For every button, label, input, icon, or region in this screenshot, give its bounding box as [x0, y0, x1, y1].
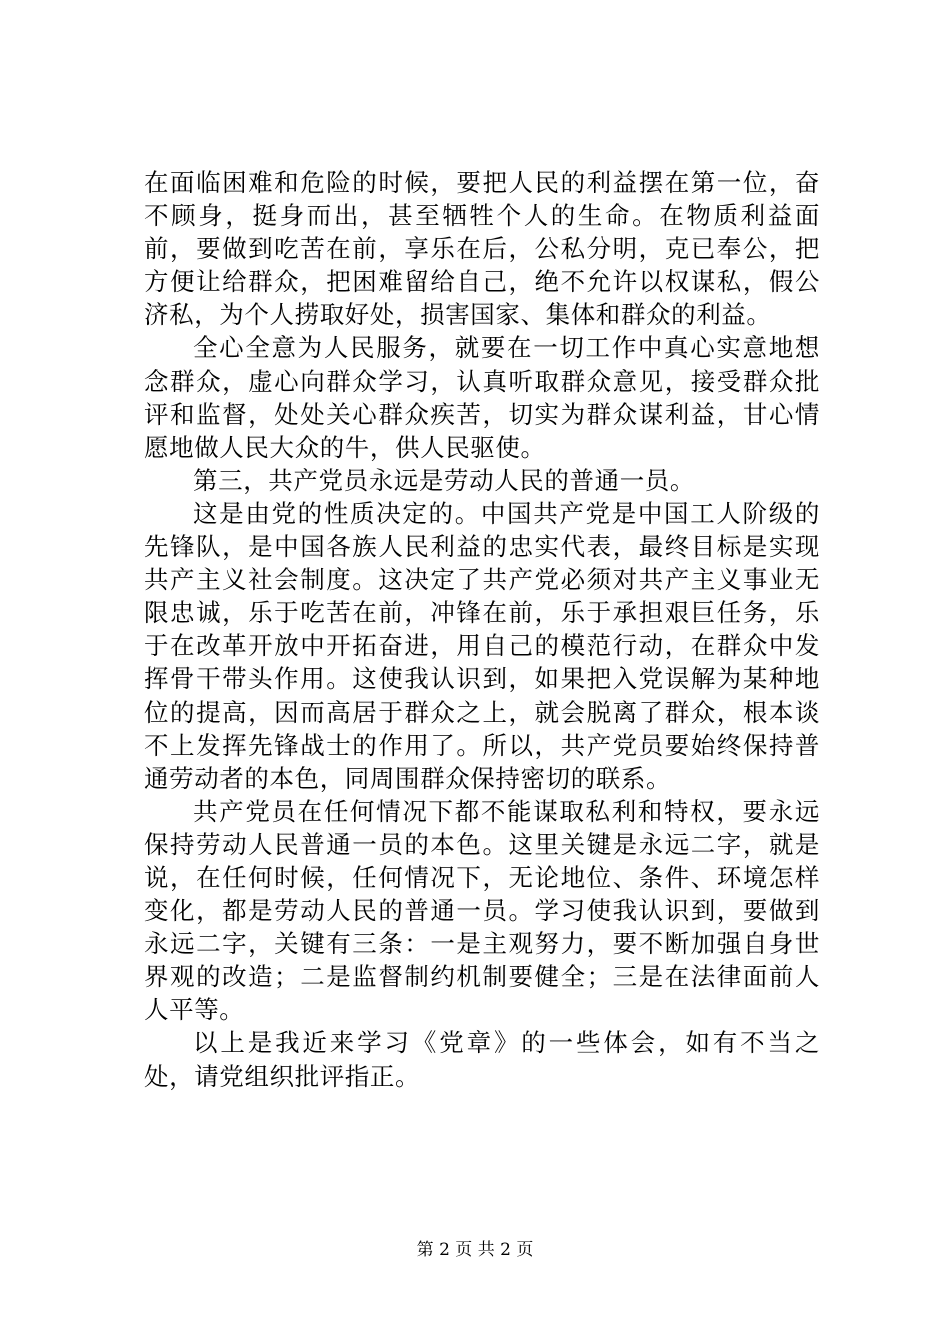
paragraph-continuation: 在面临困难和危险的时候，要把人民的利益摆在第一位，奋不顾身，挺身而出，甚至牺牲个人的生命。在物质利益面前，要做到吃苦在前，享乐在后，公私分明，克已奉公，把方便让给群众，把困难留给自己，绝不允许以权谋私，假公济私，为个人捞取好处，损害国家、集体和群众的利益。	[144, 168, 820, 330]
page-number: 第 2 页 共 2 页	[416, 1240, 534, 1260]
paragraph-section-heading: 第三，共产党员永远是劳动人民的普通一员。	[193, 465, 695, 495]
document-body	[144, 166, 820, 1093]
page-footer	[0, 1240, 950, 1260]
paragraph-closing: 以上是我近来学习《党章》的一些体会，如有不当之处，请党组织批评指正。	[144, 1028, 820, 1091]
paragraph-serve-people: 全心全意为人民服务，就要在一切工作中真心实意地想念群众，虚心向群众学习，认真听取群众意见，接受群众批评和监督，处处关心群众疾苦，切实为群众谋利益，甘心情愿地做人民大众的牛，供人民驱使。	[144, 333, 820, 462]
paragraph-no-privilege: 共产党员在任何情况下都不能谋取私利和特权，要永远保持劳动人民普通一员的本色。这里关键是永远二字，就是说，在任何时候，任何情况下，无论地位、条件、环境怎样变化，都是劳动人民的普通一员。学习使我认识到，要做到永远二字，关键有三条：一是主观努力，要不断加强自身世界观的改造；二是监督制约机制要健全；三是在法律面前人人平等。	[144, 796, 820, 1025]
paragraph-party-nature: 这是由党的性质决定的。中国共产党是中国工人阶级的先锋队，是中国各族人民利益的忠实代表，最终目标是实现共产主义社会制度。这决定了共产党必须对共产主义事业无限忠诚，乐于吃苦在前，冲锋在前，乐于承担艰巨任务，乐于在改革开放中开拓奋进，用自己的模范行动，在群众中发挥骨干带头作用。这使我认识到，如果把入党误解为某种地位的提高，因而高居于群众之上，就会脱离了群众，根本谈不上发挥先锋战士的作用了。所以，共产党员要始终保持普通劳动者的本色，同周围群众保持密切的联系。	[144, 498, 820, 793]
